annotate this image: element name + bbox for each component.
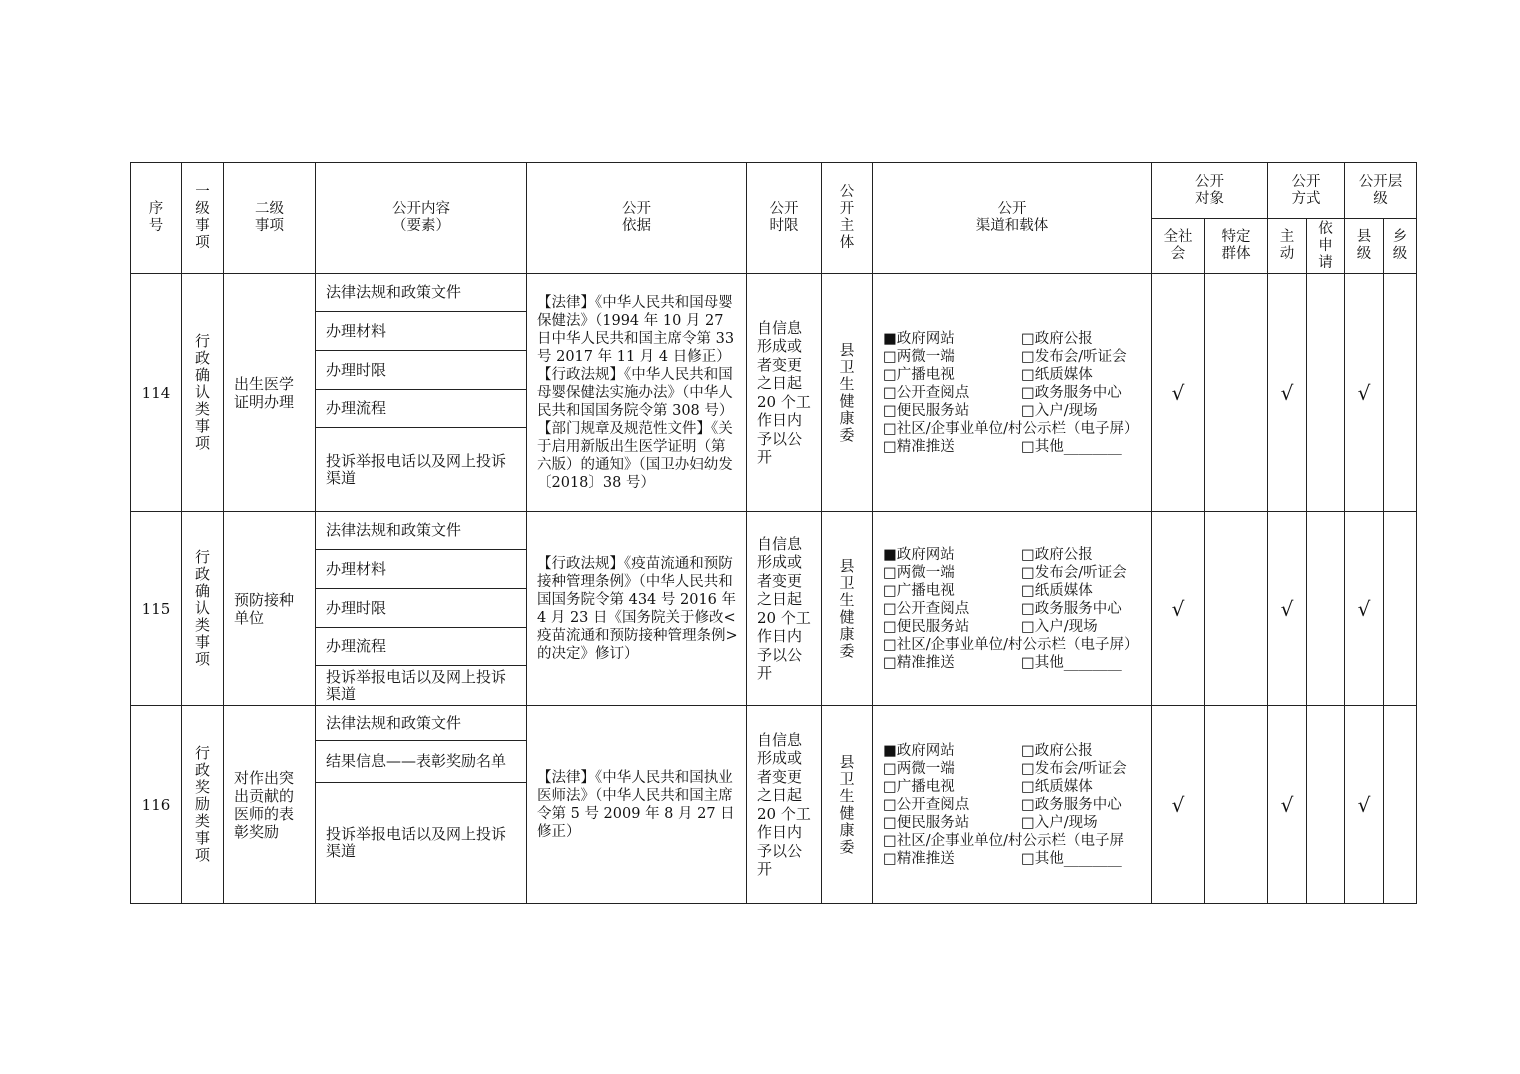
channel-option: □政务服务中心 xyxy=(1021,384,1122,401)
channel-line xyxy=(883,618,1141,636)
header-level2: 二级事项 xyxy=(224,163,316,274)
channel-line xyxy=(883,366,1141,384)
channel-option: □便民服务站 xyxy=(883,402,970,419)
row-target-all: √ xyxy=(1152,706,1205,904)
header-target-specific: 特定 群体 xyxy=(1205,219,1268,274)
row-basis: 【法律】《中华人民共和国母婴保健法》（1994 年 10 月 27 日中华人民共和国主席令第 33 号 2017 年 11 月 4 日修正） 【行政法规】《中华人民共和国母婴保健法实施办法》（中华人民共和国国务院令第 308 号） 【部门规章及规范性文件】《关于启用新版出生医学证明（第六版）的通知》（国卫办妇幼发〔2018〕38 号） xyxy=(527,274,747,512)
channel-line xyxy=(883,778,1141,796)
row-target-all: √ xyxy=(1152,274,1205,512)
row-method-apply xyxy=(1307,706,1345,904)
row-method-apply xyxy=(1307,274,1345,512)
channel-option: □广播电视 xyxy=(883,778,955,795)
row-basis: 【法律】《中华人民共和国执业医师法》（中华人民共和国主席令第 5 号 2009 年 8 月 27 日修正） xyxy=(527,706,747,904)
channel-option: □便民服务站 xyxy=(883,814,970,831)
row-level-town xyxy=(1384,274,1417,512)
channel-option: □入户/现场 xyxy=(1021,618,1098,635)
row-channels xyxy=(873,274,1152,512)
channel-line xyxy=(883,760,1141,778)
header-content: 公开内容 （要素） xyxy=(316,163,527,274)
channel-line xyxy=(883,814,1141,832)
header-level1: 一级事项 xyxy=(182,163,224,274)
channel-option: □纸质媒体 xyxy=(1021,366,1093,383)
row-period: 自信息形成或者变更之日起 20 个工作日内予以公开 xyxy=(747,274,822,512)
channel-option: □入户/现场 xyxy=(1021,814,1098,831)
row-target-specific xyxy=(1205,512,1268,706)
header-target: 公开 对象 xyxy=(1152,163,1268,219)
channel-option: □精准推送 xyxy=(883,850,955,867)
channel-line xyxy=(883,600,1141,618)
content-item: 法律法规和政策文件 xyxy=(316,512,527,550)
channel-line xyxy=(883,402,1141,420)
content-item: 办理流程 xyxy=(316,390,527,428)
row-channels xyxy=(873,512,1152,706)
content-item: 办理时限 xyxy=(316,589,527,628)
channel-line xyxy=(883,348,1141,366)
channel-option: □发布会/听证会 xyxy=(1021,564,1127,581)
header-method-apply: 依申请 xyxy=(1307,219,1345,274)
channel-option: □其他________ xyxy=(1021,438,1122,455)
row-period: 自信息形成或者变更之日起 20 个工作日内予以公开 xyxy=(747,512,822,706)
header-seq: 序号 xyxy=(131,163,182,274)
channel-option: □发布会/听证会 xyxy=(1021,348,1127,365)
row-level2: 出生医学证明办理 xyxy=(224,274,316,512)
row-period: 自信息形成或者变更之日起 20 个工作日内予以公开 xyxy=(747,706,822,904)
content-item: 办理材料 xyxy=(316,312,527,351)
channel-option: ■政府网站 xyxy=(883,742,955,759)
row-level1: 行政确认类事项 xyxy=(182,274,224,512)
channel-option: □两微一端 xyxy=(883,760,955,777)
content-item: 办理时限 xyxy=(316,351,527,390)
row-basis: 【行政法规】《疫苗流通和预防接种管理条例》（中华人民共和国国务院令第 434 号 2016 年 4 月 23 日《国务院关于修改<疫苗流通和预防接种管理条例>的决定》修订） xyxy=(527,512,747,706)
channel-option: □政府公报 xyxy=(1021,742,1093,759)
channel-line xyxy=(883,850,1141,868)
channel-option: □社区/企事业单位/村公示栏（电子屏） xyxy=(883,420,1139,437)
row-level-county: √ xyxy=(1345,274,1384,512)
content-item: 结果信息——表彰奖励名单 xyxy=(316,741,527,783)
channel-option: □政务服务中心 xyxy=(1021,600,1122,617)
table-row xyxy=(131,274,1417,312)
header-level-county: 县 级 xyxy=(1345,219,1384,274)
channel-option: □社区/企事业单位/村公示栏（电子屏 xyxy=(883,832,1124,849)
channel-option: □纸质媒体 xyxy=(1021,582,1093,599)
header-method-active: 主 动 xyxy=(1268,219,1307,274)
channel-option: □入户/现场 xyxy=(1021,402,1098,419)
channel-line xyxy=(883,654,1141,672)
row-seq: 114 xyxy=(131,274,182,512)
row-method-apply xyxy=(1307,512,1345,706)
content-item: 投诉举报电话以及网上投诉渠道 xyxy=(316,428,527,512)
content-item: 法律法规和政策文件 xyxy=(316,706,527,741)
row-target-specific xyxy=(1205,274,1268,512)
content-item: 法律法规和政策文件 xyxy=(316,274,527,312)
channel-option: □广播电视 xyxy=(883,366,955,383)
row-level-town xyxy=(1384,706,1417,904)
channel-option: □纸质媒体 xyxy=(1021,778,1093,795)
row-method-active: √ xyxy=(1268,274,1307,512)
disclosure-table xyxy=(130,162,1417,904)
row-level-county: √ xyxy=(1345,512,1384,706)
row-subject: 县卫生健康委 xyxy=(822,512,873,706)
channel-option: □其他________ xyxy=(1021,654,1122,671)
channel-option: □公开查阅点 xyxy=(883,600,970,617)
channel-option: □公开查阅点 xyxy=(883,384,970,401)
channel-line xyxy=(883,438,1141,456)
row-level1: 行政确认类事项 xyxy=(182,512,224,706)
row-subject: 县卫生健康委 xyxy=(822,706,873,904)
header-basis: 公开 依据 xyxy=(527,163,747,274)
channel-line xyxy=(883,796,1141,814)
channel-option: □精准推送 xyxy=(883,654,955,671)
channel-option: ■政府网站 xyxy=(883,330,955,347)
header-level-town: 乡 级 xyxy=(1384,219,1417,274)
channel-option: □两微一端 xyxy=(883,348,955,365)
header-level: 公开层 级 xyxy=(1345,163,1417,219)
channel-line xyxy=(883,582,1141,600)
channel-option: □政府公报 xyxy=(1021,330,1093,347)
channel-option: □社区/企事业单位/村公示栏（电子屏） xyxy=(883,636,1139,653)
row-subject: 县卫生健康委 xyxy=(822,274,873,512)
channel-option: □政府公报 xyxy=(1021,546,1093,563)
channel-line xyxy=(883,564,1141,582)
row-level1: 行政奖励类事项 xyxy=(182,706,224,904)
channel-option: □发布会/听证会 xyxy=(1021,760,1127,777)
row-level2: 对作出突出贡献的医师的表彰奖励 xyxy=(224,706,316,904)
channel-option: □两微一端 xyxy=(883,564,955,581)
content-item: 办理流程 xyxy=(316,628,527,666)
channel-option: □其他________ xyxy=(1021,850,1122,867)
row-level2: 预防接种单位 xyxy=(224,512,316,706)
row-method-active: √ xyxy=(1268,512,1307,706)
channel-line xyxy=(883,636,1141,654)
content-item: 办理材料 xyxy=(316,550,527,589)
channel-option: □便民服务站 xyxy=(883,618,970,635)
row-seq: 116 xyxy=(131,706,182,904)
row-target-specific xyxy=(1205,706,1268,904)
header-subject: 公开主体 xyxy=(822,163,873,274)
channel-line xyxy=(883,330,1141,348)
channel-option: □广播电视 xyxy=(883,582,955,599)
channel-option: □精准推送 xyxy=(883,438,955,455)
row-seq: 115 xyxy=(131,512,182,706)
content-item: 投诉举报电话以及网上投诉渠道 xyxy=(316,783,527,904)
header-method: 公开 方式 xyxy=(1268,163,1345,219)
content-item: 投诉举报电话以及网上投诉渠道 xyxy=(316,666,527,706)
header-channels: 公开 渠道和载体 xyxy=(873,163,1152,274)
channel-line xyxy=(883,546,1141,564)
channel-line xyxy=(883,384,1141,402)
channel-line xyxy=(883,742,1141,760)
channel-option: □政务服务中心 xyxy=(1021,796,1122,813)
channel-option: □公开查阅点 xyxy=(883,796,970,813)
channel-option: ■政府网站 xyxy=(883,546,955,563)
header-target-all: 全社 会 xyxy=(1152,219,1205,274)
table-row xyxy=(131,706,1417,741)
channel-line xyxy=(883,832,1141,850)
row-target-all: √ xyxy=(1152,512,1205,706)
header-period: 公开 时限 xyxy=(747,163,822,274)
row-level-town xyxy=(1384,512,1417,706)
row-channels xyxy=(873,706,1152,904)
table-row xyxy=(131,512,1417,550)
row-level-county: √ xyxy=(1345,706,1384,904)
channel-line xyxy=(883,420,1141,438)
row-method-active: √ xyxy=(1268,706,1307,904)
